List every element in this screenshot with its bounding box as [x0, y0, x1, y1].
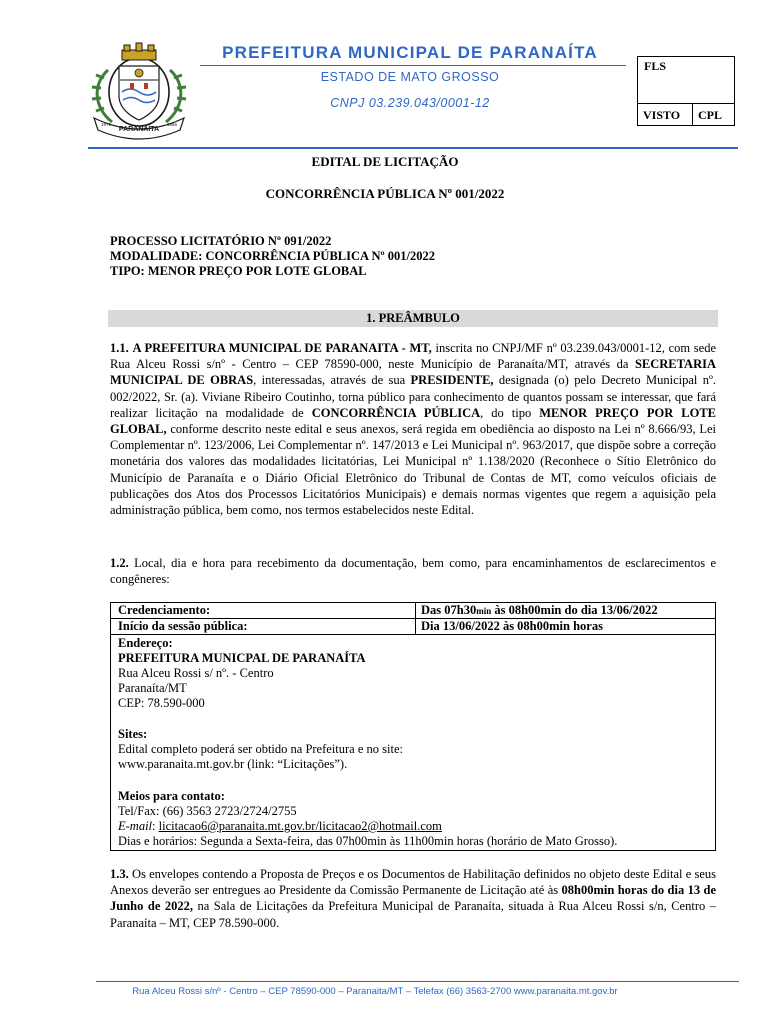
address-cep: CEP: 78.590-000	[118, 696, 205, 710]
visto-cpl-row	[638, 103, 734, 126]
seal-ribbon-text: PARANAÍTA	[118, 126, 160, 133]
address-street: Rua Alceu Rossi s/ nº. - Centro	[118, 666, 274, 680]
concorrencia-title: CONCORRÊNCIA PÚBLICA Nº 001/2022	[265, 186, 505, 201]
p13-number: 1.3.	[110, 867, 129, 881]
email-link[interactable]: licitacao6@paranaita.mt.gov.br/licitacao2@hotmail.com	[158, 819, 442, 833]
p11-text-b: inscrita no CNPJ/MF nº 03.239.043/0001-12, com sede Rua Alceu Rossi s/nº - Centro – CEP 78590-000, neste Município de Paranaíta/MT, através da	[110, 341, 716, 372]
p11-tipo: MENOR PREÇO POR LOTE GLOBAL,	[110, 405, 716, 437]
p13-deadline: 08h00min horas do dia 13 de Junho de 2022,	[110, 883, 716, 914]
table-column-divider	[415, 603, 416, 635]
p11-entity: A PREFEITURA MUNICIPAL DE PARANAITA - MT,	[132, 341, 432, 355]
p12-text: Local, dia e hora para recebimento da documentação, bem como, para encaminhamentos de esclarecimentos e congêneres:	[110, 556, 716, 587]
cred-post: às 08h00min do dia 13/06/2022	[491, 603, 658, 617]
p11-text-j: conforme descrito neste edital e seus anexos, será regida em obediência ao disposto na Lei nº 8.666/93, Lei Complementar nº. 123/2006, Lei Complementar nº. 147/2013 e Lei Municipal nº. 963/2017, que dispõe sobre a correção monetária dos valores das modalidades licitatórias, Lei Municipal nº 1.138/2020 (Reconhece o Sítio Eletrônico do Município de Paranaíta e o Diário Oficial Eletrônico do Tribunal de Contas de MT, como veículos oficiais de publicações dos Atos dos Processos Licitatórios Municipais) e demais normas vigentes que regem a aquisição pela administração pública, bem como, nos termos estabelecidos neste Edital.	[110, 422, 716, 518]
cred-min: min	[476, 606, 492, 616]
seal-year-left: 1979	[100, 122, 112, 127]
schedule-table	[110, 602, 716, 851]
edital-title: EDITAL DE LICITAÇÃO	[311, 154, 459, 169]
paragraph-1-2	[110, 555, 716, 587]
address-city: Paranaíta/MT	[118, 681, 187, 695]
header-divider	[88, 147, 738, 149]
paragraph-1-1	[110, 340, 716, 518]
header-underline	[200, 65, 626, 66]
p13-text-c: na Sala de Licitações da Prefeitura Municipal de Paranaíta, situada à Rua Alceu Rossi s/n, Centro – Paranaíta – MT, CEP 78.590-000.	[110, 899, 716, 930]
credenciamento-label: Credenciamento:	[118, 603, 211, 617]
email-separator: :	[152, 819, 159, 833]
email-label: E-mail	[118, 819, 153, 833]
municipal-seal-icon	[86, 40, 192, 140]
cnpj-subtitle: CNPJ 03.239.043/0001-12	[330, 96, 490, 110]
sites-line-1: Edital completo poderá ser obtido na Prefeitura e no site:	[118, 742, 403, 756]
state-subtitle: ESTADO DE MATO GROSSO	[320, 70, 500, 84]
processo-line: PROCESSO LICITATÓRIO Nº 091/2022	[110, 234, 332, 248]
p11-number: 1.1.	[110, 341, 129, 355]
fls-stamp-box	[637, 56, 735, 126]
paragraph-1-3	[110, 866, 716, 931]
tipo-line: TIPO: MENOR PREÇO POR LOTE GLOBAL	[110, 264, 367, 278]
footer-divider	[96, 981, 739, 982]
p11-text-d: , interessadas, através de sua	[253, 373, 411, 388]
fls-label: FLS	[644, 59, 667, 73]
contato-email-line	[118, 819, 442, 834]
modalidade-line: MODALIDADE: CONCORRÊNCIA PÚBLICA Nº 001/2022	[110, 249, 435, 263]
visto-label: VISTO	[643, 108, 681, 122]
inicio-sessao-label: Início da sessão pública:	[118, 619, 248, 633]
p11-text-h: , do tipo	[480, 405, 540, 420]
seal-year-right: 1986	[166, 122, 178, 127]
stamp-divider	[692, 104, 693, 126]
cpl-label: CPL	[698, 108, 722, 122]
sites-url[interactable]: www.paranaita.mt.gov.br (link: “Licitações”).	[118, 757, 348, 771]
p13-text-a: Os envelopes contendo a Proposta de Preços e os Documentos de Habilitação definidos no objeto deste Edital e seus Anexos deverão ser entregues ao Presidente da Comissão Permanente de Licitação até às	[110, 867, 716, 898]
credenciamento-value	[421, 603, 658, 619]
contato-phone: Tel/Fax: (66) 3563 2723/2724/2755	[118, 804, 297, 818]
municipality-title: PREFEITURA MUNICIPAL DE PARANAÍTA	[222, 43, 598, 62]
footer-address: Rua Alceu Rossi s/nº - Centro – CEP 78590-000 – Paranaita/MT – Telefax (66) 3563-2700 www.paranaita.mt.gov.br	[132, 986, 618, 997]
sites-label: Sites:	[118, 727, 148, 741]
section-preambulo-heading: 1. PREÂMBULO	[108, 310, 718, 327]
endereco-label: Endereço:	[118, 636, 173, 650]
address-org: PREFEITURA MUNICPAL DE PARANAÍTA	[118, 651, 366, 665]
p11-presidente: PRESIDENTE,	[410, 373, 494, 388]
contato-label: Meios para contato:	[118, 789, 225, 803]
p11-secretaria: SECRETARIA MUNICIPAL DE OBRAS	[110, 357, 716, 388]
contato-hours: Dias e horários: Segunda a Sexta-feira, das 07h00min às 11h00min horas (horário de Mato Grosso).	[118, 834, 618, 848]
cred-pre: Das 07h30	[421, 603, 477, 617]
inicio-sessao-value: Dia 13/06/2022 às 08h00min horas	[421, 619, 603, 633]
p11-text-f: designada (o) pelo Decreto Municipal nº. 002/2022, Sr. (a). Viviane Ribeiro Coutinho, torna público para conhecimento de quantos possam se interessar, que fará realizar licitação na modalidade de	[110, 373, 717, 420]
p12-number: 1.2.	[110, 556, 129, 570]
p11-modalidade: CONCORRÊNCIA PÚBLICA	[311, 405, 481, 420]
